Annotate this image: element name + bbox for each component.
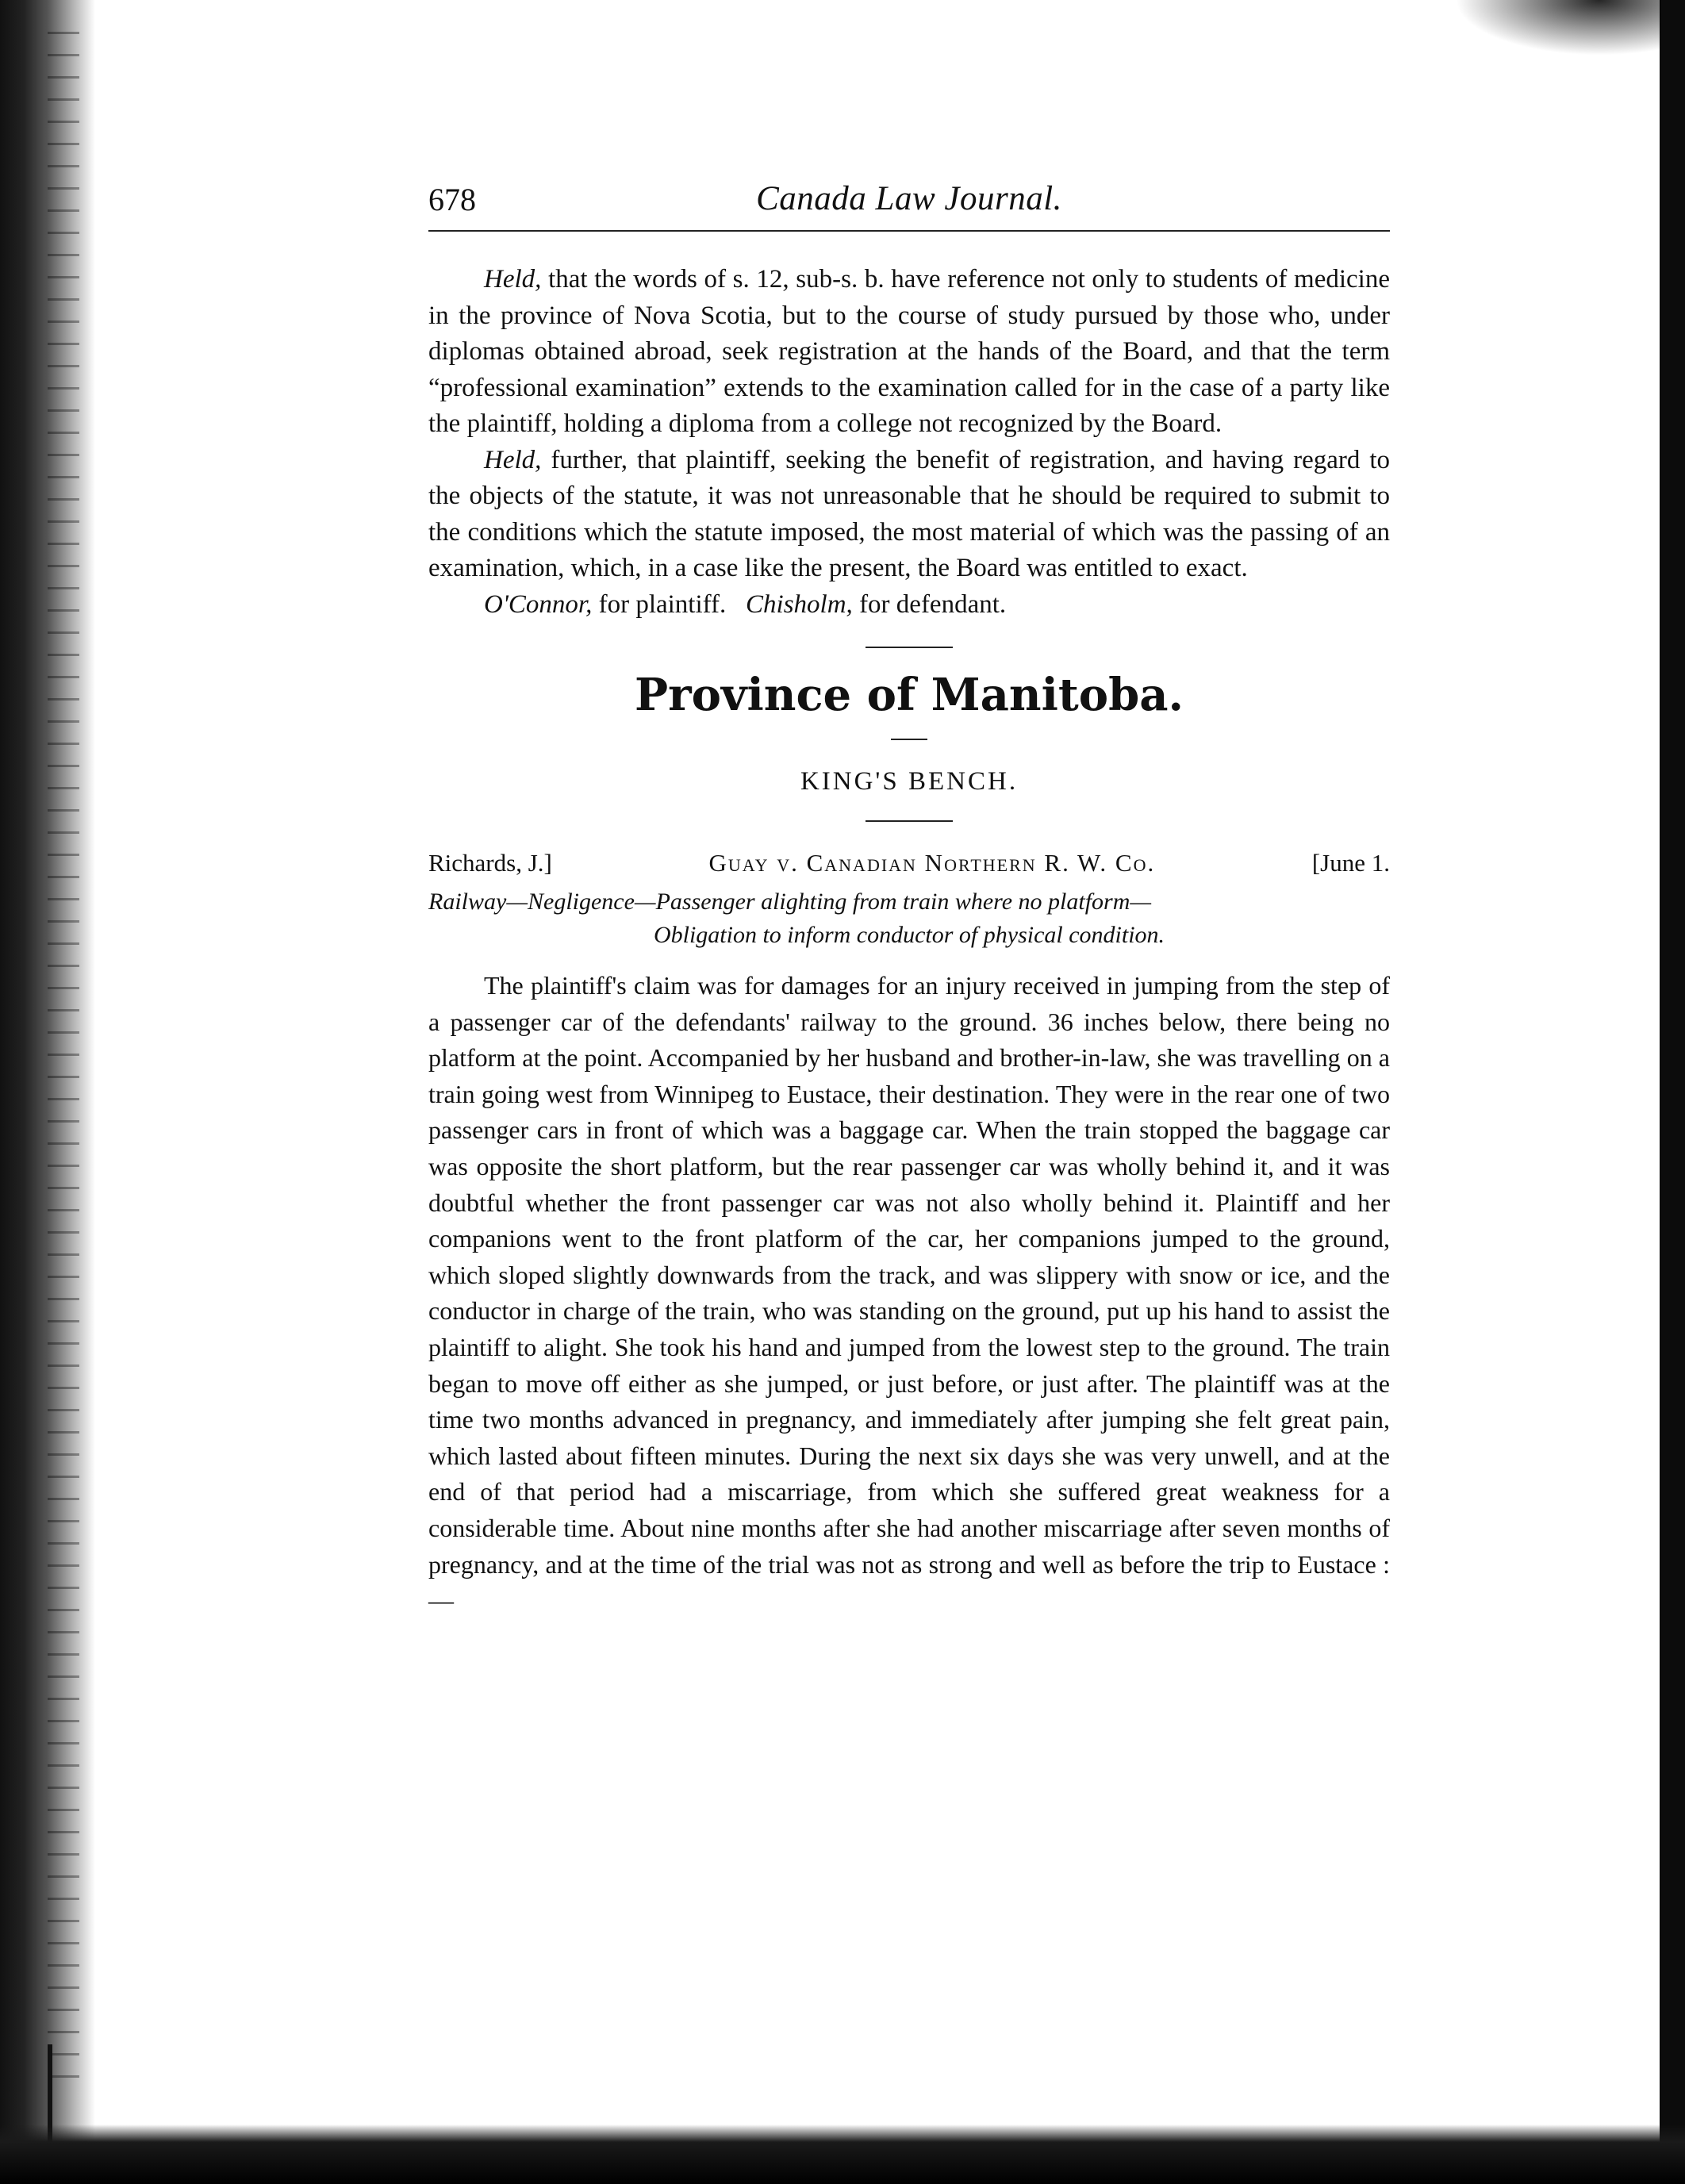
scan-binding-marks: [48, 32, 79, 2094]
running-header: [428, 175, 1390, 227]
plaintiff-counsel-role: for plaintiff.: [592, 589, 727, 619]
holding-paragraph-1: [428, 262, 1390, 443]
headnote-line-1: Railway—Negligence—Passenger alighting from train where no platform—: [428, 889, 1152, 915]
document-page: [428, 175, 1390, 1619]
scan-bottom-edge-shadow: [0, 2125, 1685, 2184]
held-label: Held,: [484, 265, 542, 294]
court-divider: [866, 820, 953, 822]
holding-text: further, that plaintiff, seeking the benefit of registration, and having regard to the objects of the statute, it was not unreasonable that he should be required to submit to the conditions which the statute imposed, the most material of which was the passing of an examination, which, in a case like the present, the Board was entitled to exact.: [428, 445, 1390, 582]
counsel-line: [428, 587, 1390, 624]
scan-right-edge-shadow: [1660, 0, 1685, 2184]
case-date: [June 1.: [1311, 849, 1390, 877]
preceding-case-holdings: [428, 262, 1390, 623]
scan-corner-smudge: [1455, 0, 1661, 56]
court-name: KING'S BENCH.: [800, 767, 1019, 796]
page-number: 678: [428, 182, 476, 217]
case-headnote: [428, 885, 1390, 952]
journal-title: Canada Law Journal.: [756, 180, 1062, 217]
holding-text: that the words of s. 12, sub-s. b. have reference not only to students of medicine in the province of Nova Scotia, but to the course of study pursued by those who, under diplomas obtained abroad, seek registration at the hands of the Board, and that the term “professional examination” extends to the examination called for in the case of a party like the plaintiff, holding a diploma from a college not recognized by the Board.: [428, 265, 1390, 438]
held-label: Held,: [484, 445, 542, 474]
case-name: Guay v. Canadian Northern R. W. Co.: [708, 849, 1156, 877]
headnote-line-2: Obligation to inform conductor of physical condition.: [653, 922, 1165, 948]
plaintiff-counsel-name: O'Connor,: [484, 589, 593, 619]
section-divider: [866, 647, 953, 648]
case-citation-line: [428, 846, 1390, 881]
holding-paragraph-2: [428, 443, 1390, 587]
case-body: [428, 968, 1390, 1619]
case-facts-paragraph: The plaintiff's claim was for damages for an injury received in jumping from the step of a passenger car of the defendants' railway to the ground. 36 inches below, there being no platform at the point. Accompanied by her husband and brother-in-law, she was travelling on a train going west from Winnipeg to Eustace, their destination. They were in the rear one of two passenger cars in front of which was a baggage car. When the train stopped the baggage car was opposite the short platform, but the rear passenger car was wholly behind it, and it was doubtful whether the front passenger car was not also wholly behind it. Plaintiff and her companions went to the front platform of the car, her companions jumped to the ground, which sloped slightly downwards from the track, and was slippery with snow or ice, and the conductor in charge of the train, who was standing on the ground, put up his hand to assist the plaintiff to alight. She took his hand and jumped from the lowest step to the ground. The train began to move off either as she jumped, or just before, or just after. The plaintiff was at the time two months advanced in pregnancy, and immediately after jumping she felt great pain, which lasted about fifteen minutes. During the next six days she was very unwell, and at the end of that period had a miscarriage, from which she suffered great weakness for a considerable time. About nine months after she had another miscarriage after seven months of pregnancy, and at the time of the trial was not as strong and well as before the trip to Eustace :—: [428, 971, 1390, 1615]
section-title: Province of Manitoba.: [634, 669, 1184, 721]
header-rule: [428, 230, 1390, 232]
judge-name: Richards, J.]: [428, 849, 552, 877]
defendant-counsel-role: for defendant.: [852, 589, 1007, 619]
title-divider: [891, 739, 927, 740]
defendant-counsel-name: Chisholm,: [746, 589, 853, 619]
